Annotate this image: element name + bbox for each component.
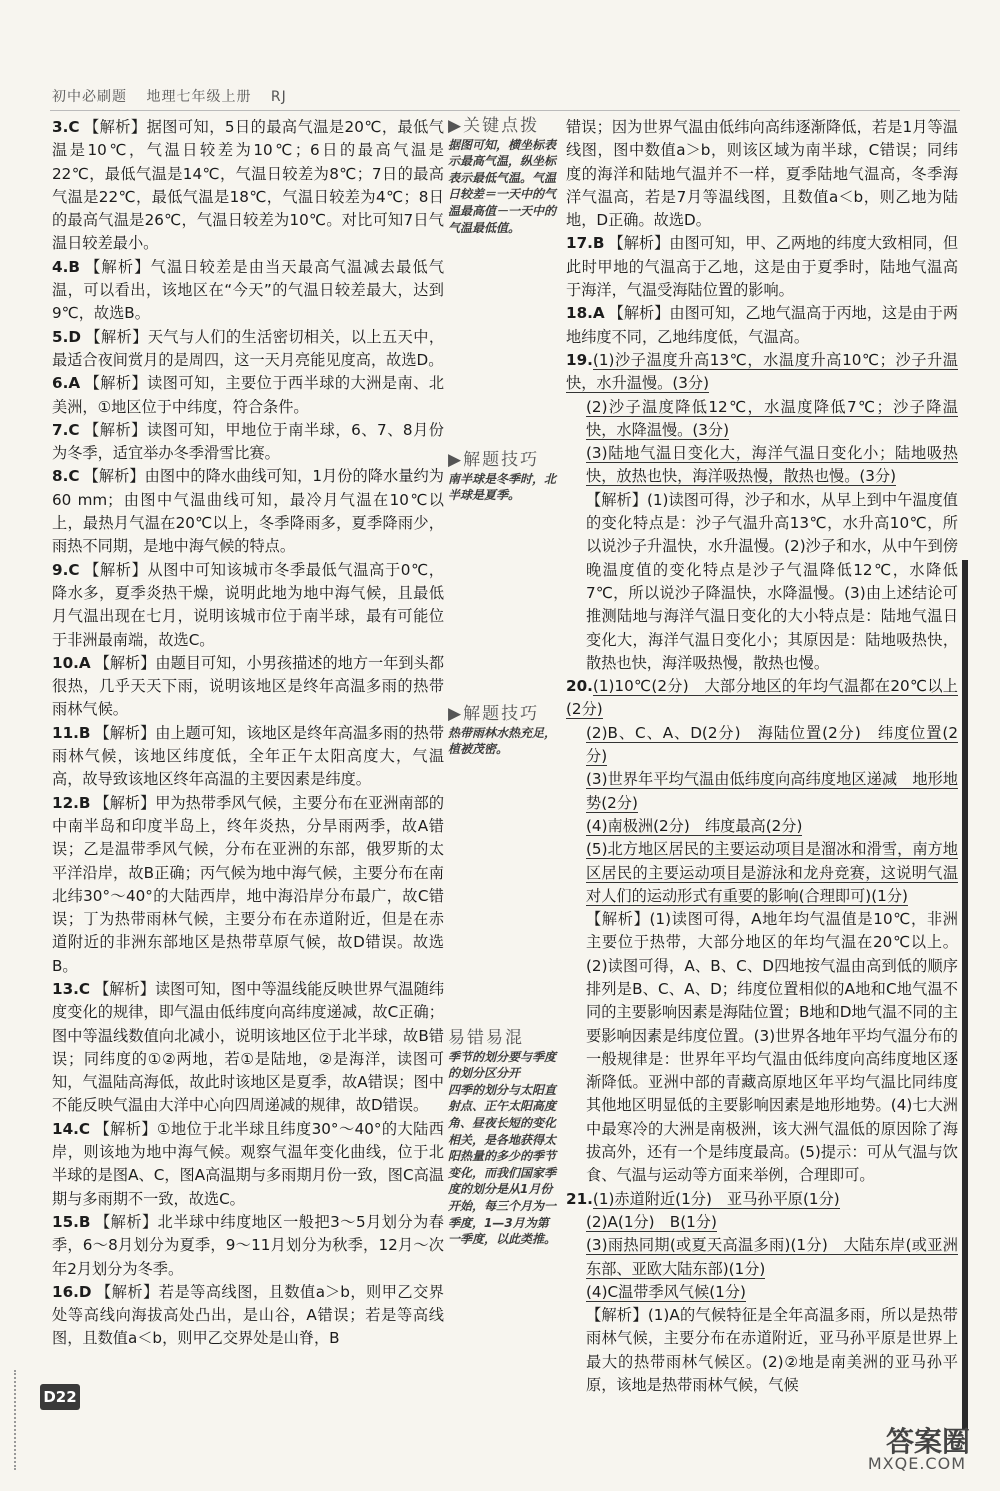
question-20	[566, 675, 958, 1188]
answer-part: (1)赤道附近(1分) 亚马孙平原(1分)	[592, 1189, 840, 1208]
header-subject: 地理七年级上册	[146, 89, 252, 105]
question-7: 7.C 【解析】读图可知，甲地位于南半球，6、7、8月份为冬季，适宜举办冬季滑雪比赛。	[52, 420, 444, 463]
sidenote-tag: ▶关键点拨	[448, 116, 540, 136]
question-5: 5.D 【解析】天气与人们的生活密切相关，以上五天中，最适合夜间赏月的是周四，这一天月亮能见度高，故选D。	[52, 327, 444, 369]
answer-part: (4)南极洲(2分) 纬度最高(2分)	[586, 816, 803, 835]
sidenote-tag: 易错易混	[448, 1028, 524, 1048]
analysis: 【解析】(1)A的气候特征是全年高温多雨，所以是热带雨林气候，主要分布在赤道附近，亚马孙平原是世界上最大的热带雨林气候区。(2)②地是南美洲的亚马孙平原，该地是热带雨林气候，气候	[586, 1306, 958, 1395]
question-4: 4.B 【解析】气温日较差是由当天最高气温减去最低气温，可以看出，该地区在“今天”的气温日较差最大，达到9℃，故选B。	[52, 257, 444, 323]
header-divider	[50, 110, 960, 111]
question-21	[566, 1188, 958, 1398]
question-19	[566, 349, 958, 675]
sidenote-text: 据图可知，横坐标表示最高气温，纵坐标表示最低气温。气温日较差＝一天中的气温最高值－一天中的气温最低值。	[448, 137, 557, 235]
answer-part: (3)陆地气温日变化大，海洋气温日变化小；陆地吸热快，放热也快，海洋吸热慢，散热也慢。(3分)	[586, 444, 958, 486]
question-3: 3.C 【解析】据图可知，5日的最高气温是20℃，最低气温是10℃，气温日较差为10℃；6日的最高气温是22℃，最低气温是14℃，气温日较差为8℃；7日的最高气温是22℃，最低气温是18℃，气温日较差为4℃；8日的最高气温是26℃，气温日较差为10℃。对比可知7日气温日较差最小。	[52, 118, 444, 253]
page-header	[52, 86, 301, 106]
watermark-logo: 答案圈	[885, 1425, 970, 1458]
answer-part: (5)北方地区居民的主要运动项目是溜冰和滑雪，南方地区居民的主要运动项目是游泳和龙舟竞赛，这说明气温对人们的运动形式有重要的影响(合理即可)(1分)	[586, 840, 958, 905]
answer-part: (2)B、C、A、D(2分) 海陆位置(2分) 纬度位置(2分)	[586, 723, 958, 766]
question-number: 21.	[566, 1189, 593, 1208]
page-edge-bar	[962, 560, 968, 1430]
question-8: 8.C 【解析】由图中的降水曲线可知，1月份的降水量约为60 mm；由图中气温曲线可知，最冷月气温在10℃以上，最热月气温在20℃以上，冬季降雨多，夏季降雨少，雨热不同期，是地中海气候的特点。	[52, 467, 444, 556]
header-series: 初中必刷题	[52, 89, 127, 105]
answer-part: (2)A(1分) B(1分)	[586, 1212, 717, 1231]
right-column	[566, 116, 958, 1397]
question-17: 17.B 【解析】由图可知，甲、乙两地的纬度大致相同，但此时甲地的气温高于乙地，这是由于夏季时，陆地气温高于海洋，气温受海陆位置的影响。	[566, 234, 958, 300]
dotted-margin	[14, 1370, 40, 1470]
sidenote-text: 南半球是冬季时，北半球是夏季。	[448, 471, 557, 503]
question-9: 9.C 【解析】从图中可知该城市冬季最低气温高于0℃，降水多，夏季炎热干燥，说明此地为地中海气候，且最低月气温出现在七月，说明该城市位于南半球，最有可能位于非洲最南端，故选C。	[52, 560, 444, 649]
question-number: 20.	[566, 677, 593, 696]
answer-part: (2)沙子温度降低12℃，水温度降低7℃；沙子降温快，水降温慢。(3分)	[586, 397, 958, 439]
sidenote-tip-2	[448, 706, 560, 758]
sidenote-tag: ▶解题技巧	[448, 704, 540, 724]
analysis: 【解析】(1)读图可得，沙子和水，从早上到中午温度值的变化特点是：沙子气温升高13℃，水升高10℃，所以说沙子升温快，水升温慢。(2)沙子和水，从中午到傍晚温度值的变化特点是沙子气温降低12℃，水降低7℃，所以说沙子降温快，水降温慢。(3)由上述结论可推测陆地与海洋气温日变化的大小特点是：陆地气温日变化大，海洋气温日变化小；其原因是：陆地吸热快，散热也快，海洋吸热慢，散热也慢。	[586, 490, 958, 672]
answer-part: (4)C温带季风气候(1分)	[586, 1282, 746, 1301]
answer-part: (1)沙子温度升高13℃，水温度升高10℃；沙子升温快，水升温慢。(3分)	[566, 350, 958, 393]
page-number: D22	[40, 1384, 80, 1410]
question-6: 6.A 【解析】读图可知，主要位于西半球的大洲是南、北美洲，①地区位于中纬度，符合条件。	[52, 374, 444, 416]
sidenote-tip-1	[448, 452, 560, 504]
sidenote-text: 季节的划分要与季度的划分区分开 四季的划分与太阳直射点、正午太阳高度角、昼夜长短的变化相关，是各地获得太阳热量的多少的季节变化，而我们国家季度的划分是从1月份开始，每三个月为一季度，1—3月为第一季度，以此类推。	[448, 1049, 557, 1247]
question-15: 15.B 【解析】北半球中纬度地区一般把3～5月划分为春季，6～8月划分为夏季，9～11月划分为秋季，12月～次年2月划分为冬季。	[52, 1212, 444, 1278]
question-10: 10.A 【解析】由题目可知，小男孩描述的地方一年到头都很热，几乎天天下雨，说明该地区是终年高温多雨的热带雨林气候。	[52, 653, 444, 719]
header-edition: RJ	[270, 89, 287, 105]
question-number: 19.	[566, 350, 593, 369]
question-11: 11.B 【解析】由上题可知，该地区是终年高温多雨的热带雨林气候，该地区纬度低，全年正午太阳高度大，气温高，故导致该地区终年高温的主要因素是纬度。	[52, 723, 444, 789]
answer-part: (3)雨热同期(或夏天高温多雨)(1分) 大陆东岸(或亚洲东部、亚欧大陆东部)(1分)	[586, 1236, 958, 1278]
sidenote-key-point	[448, 118, 560, 236]
analysis: 【解析】(1)读图可得，A地年均气温值是10℃，非洲主要位于热带，大部分地区的年均气温在20℃以上。(2)读图可得，A、B、C、D四地按气温由高到低的顺序排列是B、C、A、D；纬度位置相似的A地和C地气温不同的主要影响因素是海陆位置；B地和D地气温不同的主要影响因素是纬度位置。(3)世界各地年平均气温分布的一般规律是：世界年平均气温由低纬度向高纬度地区逐渐降低。亚洲中部的青藏高原地区年平均气温比同纬度其他地区明显低的主要影响因素是地形地势。(4)七大洲中最寒冷的大洲是南极洲，该大洲气温低的原因除了海拔高外，还有一个是纬度最高。(5)提示：可从气温与饮食、气温与运动等方面来举例，合理即可。	[586, 910, 958, 1185]
question-16-continued: 错误；因为世界气温由低纬向高纬逐渐降低，若是1月等温线图，图中数值a＞b，则该区域为南半球，C错误；同纬度的海洋和陆地气温并不一样，夏季陆地气温高，冬季海洋气温高，若是7月等温线图，且数值a＜b，则乙地为陆地，D正确。故选D。	[566, 118, 958, 230]
question-12: 12.B 【解析】甲为热带季风气候，主要分布在亚洲南部的中南半岛和印度半岛上，终年炎热，分旱雨两季，故A错误；乙是温带季风气候，分布在亚洲的东部，俄罗斯的太平洋沿岸，故B正确；丙气候为地中海气候，主要分布在南北纬30°～40°的大陆西岸，地中海沿岸分布最广，故C错误；丁为热带雨林气候，主要分布在赤道附近，但是在赤道附近的非洲东部地区是热带草原气候，故D错误。故选B。	[52, 793, 444, 975]
question-14: 14.C 【解析】①地位于北半球且纬度30°～40°的大陆西岸，则该地为地中海气候。观察气温年变化曲线，位于北半球的是图A、C，图A高温期与多雨期月份一致，图C高温期与多雨期不一致，故选C。	[52, 1119, 444, 1208]
sidenote-tag: ▶解题技巧	[448, 450, 540, 470]
left-column	[52, 116, 444, 1351]
answer-part: (1)10℃(2分) 大部分地区的年均气温都在20℃以上(2分)	[566, 677, 958, 719]
answer-part: (3)世界年平均气温由低纬度向高纬度地区递减 地形地势(2分)	[586, 770, 958, 812]
sidenote-text: 热带雨林水热充足，植被茂密。	[448, 725, 557, 757]
watermark-url: MXQE.COM	[867, 1454, 966, 1473]
question-18: 18.A 【解析】由图可知，乙地气温高于丙地，这是由于两地纬度不同，乙地纬度低，气温高。	[566, 304, 958, 346]
question-16: 16.D 【解析】若是等高线图，且数值a＞b，则甲乙交界处等高线向海拔高处凸出，是山谷，A错误；若是等高线图，且数值a＜b，则甲乙交界处是山脊，B	[52, 1282, 444, 1348]
sidenote-confusion	[448, 1030, 560, 1248]
question-13: 13.C 【解析】读图可知，图中等温线能反映世界气温随纬度变化的规律，即气温由低纬度向高纬度递减，故C正确；图中等温线数值向北减小，说明该地区位于北半球，故B错误；同纬度的①②两地，若①是陆地，②是海洋，读图可知，气温陆高海低，故此时该地区是夏季，故A错误；图中不能反映气温由大洋中心向四周递减的规律，故D错误。	[52, 979, 444, 1115]
